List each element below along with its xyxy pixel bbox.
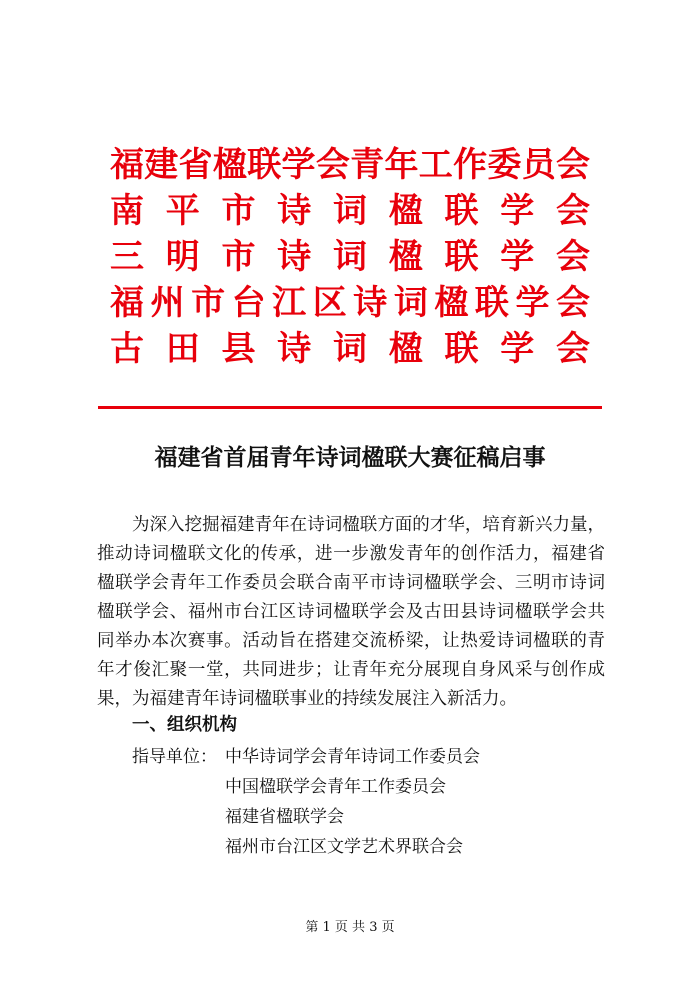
page-number: 第 1 页 共 3 页 (305, 920, 395, 935)
intro-line: 果，为福建青年诗词楹联事业的持续发展注入新活力。 (97, 689, 517, 709)
guide-unit-item: 福建省楹联学会 (225, 807, 344, 827)
organizer-line-2: 南平市诗词楹联学会 (110, 191, 590, 231)
guide-unit-item: 中国楹联学会青年工作委员会 (225, 777, 446, 797)
intro-line: 同举办本次赛事。活动旨在搭建交流桥梁，让热爱诗词楹联的青 (97, 631, 605, 651)
intro-line: 为深入挖掘福建青年在诗词楹联方面的才华，培育新兴力量， (132, 515, 605, 535)
organizer-line-5: 古田县诗词楹联学会 (110, 329, 590, 369)
guide-units-label: 指导单位： (132, 747, 217, 767)
header-divider (98, 406, 602, 409)
intro-line: 楹联学会青年工作委员会联合南平市诗词楹联学会、三明市诗词 (97, 573, 605, 593)
organizer-line-3: 三明市诗词楹联学会 (110, 237, 590, 277)
guide-unit-item: 中华诗词学会青年诗词工作委员会 (225, 747, 480, 767)
organizer-line-4: 福州市台江区诗词楹联学会 (110, 283, 590, 323)
intro-line: 楹联学会、福州市台江区诗词楹联学会及古田县诗词楹联学会共 (97, 602, 605, 622)
document-title: 福建省首届青年诗词楹联大赛征稿启事 (154, 444, 546, 471)
guide-unit-item: 福州市台江区文学艺术界联合会 (225, 837, 463, 857)
organizer-line-1: 福建省楹联学会青年工作委员会 (110, 145, 590, 185)
section-heading-organization: 一、组织机构 (132, 715, 237, 735)
intro-line: 推动诗词楹联文化的传承，进一步激发青年的创作活力，福建省 (97, 544, 605, 564)
intro-line: 年才俊汇聚一堂，共同进步；让青年充分展现自身风采与创作成 (97, 660, 605, 680)
